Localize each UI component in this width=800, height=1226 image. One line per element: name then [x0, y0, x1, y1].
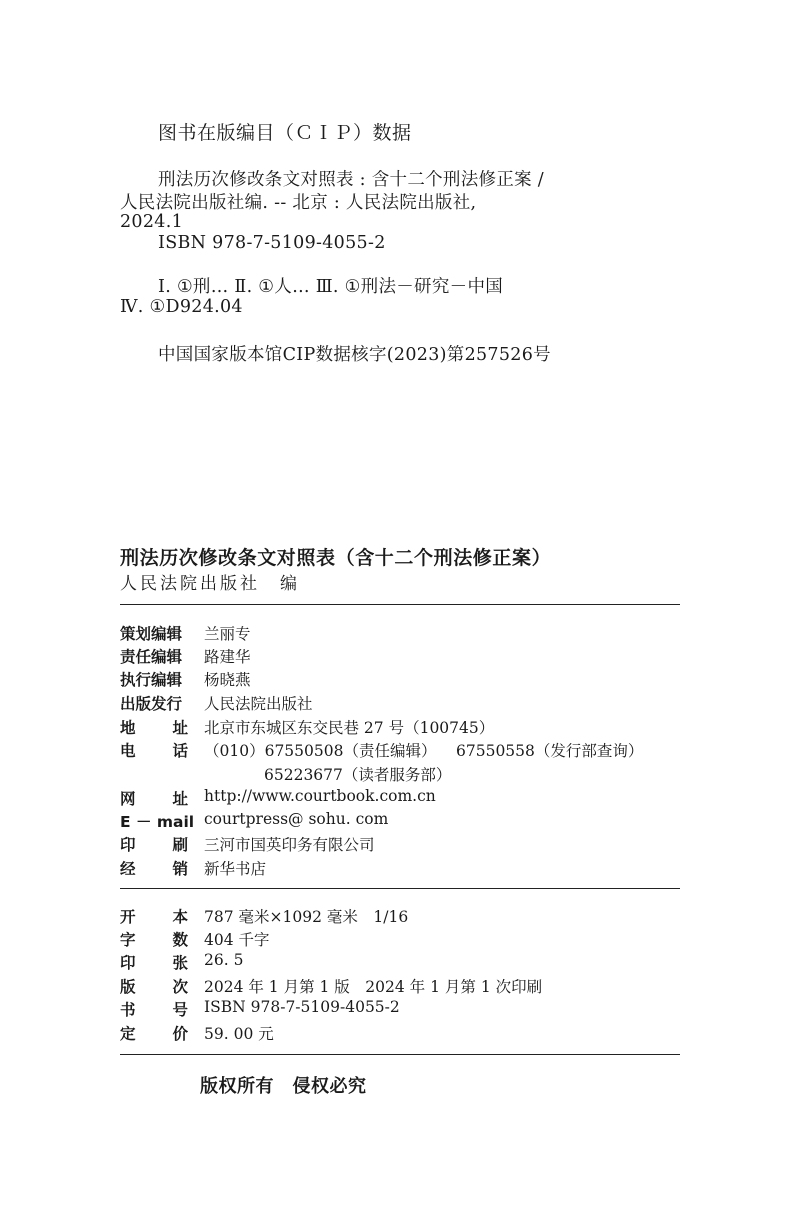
email-value: courtpress@ sohu. com	[204, 810, 389, 828]
row-value: 新华书店	[204, 860, 267, 878]
row-value: 26. 5	[204, 951, 244, 969]
cip-heading: 图书在版编目（ＣＩＰ）数据	[158, 122, 412, 144]
row-value: 北京市东城区东交民巷 27 号（100745）	[204, 719, 495, 737]
divider	[120, 1054, 680, 1055]
row-label: 印 张	[120, 954, 188, 972]
row-value: 人民法院出版社	[204, 695, 313, 713]
row-label: 印 刷	[120, 836, 188, 854]
row-value: 404 千字	[204, 931, 270, 949]
row-value-tertiary: 65223677（读者服务部）	[264, 766, 452, 784]
row-value: 787 毫米×1092 毫米 1/16	[204, 908, 409, 926]
row-value: 2024 年 1 月第 1 版 2024 年 1 月第 1 次印刷	[204, 978, 543, 996]
row-label: 策划编辑	[120, 625, 183, 643]
website-link: http://www.courtbook.com.cn	[204, 787, 436, 805]
cip-line: 2024.1	[120, 212, 184, 232]
cip-line: 中国国家版本馆CIP数据核字(2023)第257526号	[158, 345, 551, 365]
row-label: 地 址	[120, 719, 188, 737]
divider	[120, 888, 680, 889]
row-label: 执行编辑	[120, 671, 183, 689]
row-label: 字 数	[120, 931, 188, 949]
row-label: 网 址	[120, 790, 188, 808]
row-label: E － mail	[120, 813, 195, 831]
copyright-notice: 版权所有 侵权必究	[200, 1076, 367, 1097]
row-value: ISBN 978-7-5109-4055-2	[204, 998, 400, 1016]
row-label: 责任编辑	[120, 648, 183, 666]
book-title: 刑法历次修改条文对照表（含十二个刑法修正案）	[120, 547, 552, 569]
row-label: 出版发行	[120, 695, 183, 713]
row-label: 版 次	[120, 978, 188, 996]
cip-line: 刑法历次修改条文对照表 : 含十二个刑法修正案 /	[158, 170, 544, 190]
cip-line: 人民法院出版社编. -- 北京 : 人民法院出版社,	[120, 193, 477, 213]
row-value: 兰丽专	[204, 625, 251, 643]
divider	[120, 604, 680, 605]
row-value: 59. 00 元	[204, 1025, 274, 1043]
row-label: 电 话	[120, 742, 188, 760]
row-value-secondary: 67550558（发行部查询）	[456, 742, 644, 760]
row-value: 杨晓燕	[204, 671, 251, 689]
row-label: 经 销	[120, 860, 188, 878]
row-label: 定 价	[120, 1025, 188, 1043]
row-label: 开 本	[120, 908, 188, 926]
cip-line: Ⅳ. ①D924.04	[120, 297, 243, 317]
row-value: 三河市国英印务有限公司	[204, 836, 375, 854]
book-editor: 人民法院出版社 编	[120, 574, 300, 594]
row-value: （010）67550508（责任编辑）	[204, 742, 437, 760]
row-label: 书 号	[120, 1001, 188, 1019]
row-value: 路建华	[204, 648, 251, 666]
cip-line: ISBN 978-7-5109-4055-2	[158, 233, 386, 253]
cip-line: Ⅰ. ①刑… Ⅱ. ①人… Ⅲ. ①刑法－研究－中国	[158, 277, 504, 297]
